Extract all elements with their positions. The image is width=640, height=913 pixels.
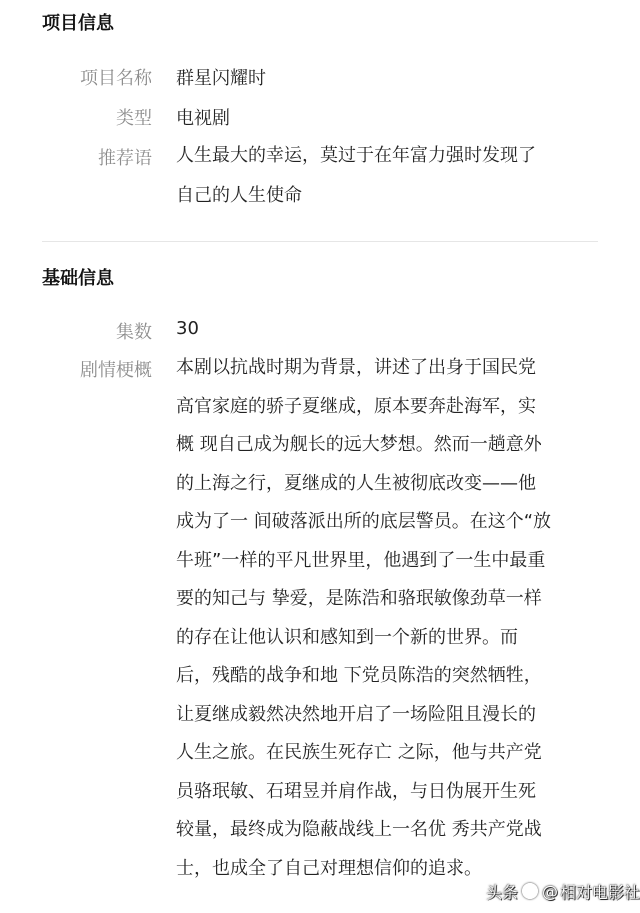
text-line: 让夏继成毅然决然地开启了一场险阻且漫长的 (176, 703, 536, 725)
basic-info-title: 基础信息 (42, 268, 114, 289)
synopsis-text (176, 349, 551, 888)
field-value: 30 (176, 318, 199, 339)
recommendation-text (176, 136, 536, 216)
text-line: 要的知己与 挚爱，是陈浩和骆珉敏像劲草一样 (176, 588, 542, 609)
text-line: 士，也成全了自己对理想信仰的追求。 (176, 857, 482, 879)
text-line: 牛班”一样的平凡世界里，他遇到了一生中最重 (176, 549, 546, 571)
field-label: 推荐语 (98, 148, 152, 169)
toutiao-logo-icon (522, 883, 538, 899)
text-line: 本剧以抗战时期为背景，讲述了出身于国民党 (176, 357, 536, 378)
text-line: 较量，最终成为隐蔽战线上一名优 秀共产党战 (176, 819, 542, 840)
text-line: 人生最大的幸运，莫过于在年富力强时发现了 (176, 145, 536, 166)
field-label: 类型 (116, 108, 152, 129)
project-info-title: 项目信息 (42, 13, 114, 34)
field-label: 项目名称 (80, 68, 152, 89)
field-value: 电视剧 (176, 108, 230, 129)
watermark (486, 878, 640, 904)
text-line: 员骆珉敏、石珺昱并肩作战，与日伪展开生死 (176, 780, 536, 802)
text-line: 自己的人生使命 (176, 185, 302, 206)
text-line: 成为了一 间破落派出所的底层警员。在这个“放 (176, 511, 552, 532)
text-line: 高官家庭的骄子夏继成，原本要奔赴海军，实 (176, 395, 536, 417)
field-label: 剧情梗概 (80, 360, 152, 381)
watermark-brand: 头条 (486, 882, 519, 902)
field-label: 集数 (116, 322, 152, 343)
section-divider (42, 241, 598, 242)
watermark-at: @ (542, 881, 559, 901)
text-line: 后，残酷的战争和地 下党员陈浩的突然牺牲， (176, 665, 542, 686)
field-value: 群星闪耀时 (176, 68, 266, 89)
watermark-account: 相对电影社 (560, 882, 640, 902)
text-line: 人生之旅。在民族生死存亡 之际，他与共产党 (176, 742, 542, 763)
text-line: 的上海之行，夏继成的人生被彻底改变——他 (176, 472, 536, 494)
text-line: 概 现自己成为舰长的远大梦想。然而一趟意外 (176, 434, 542, 455)
text-line: 的存在让他认识和感知到一个新的世界。而 (176, 626, 518, 648)
